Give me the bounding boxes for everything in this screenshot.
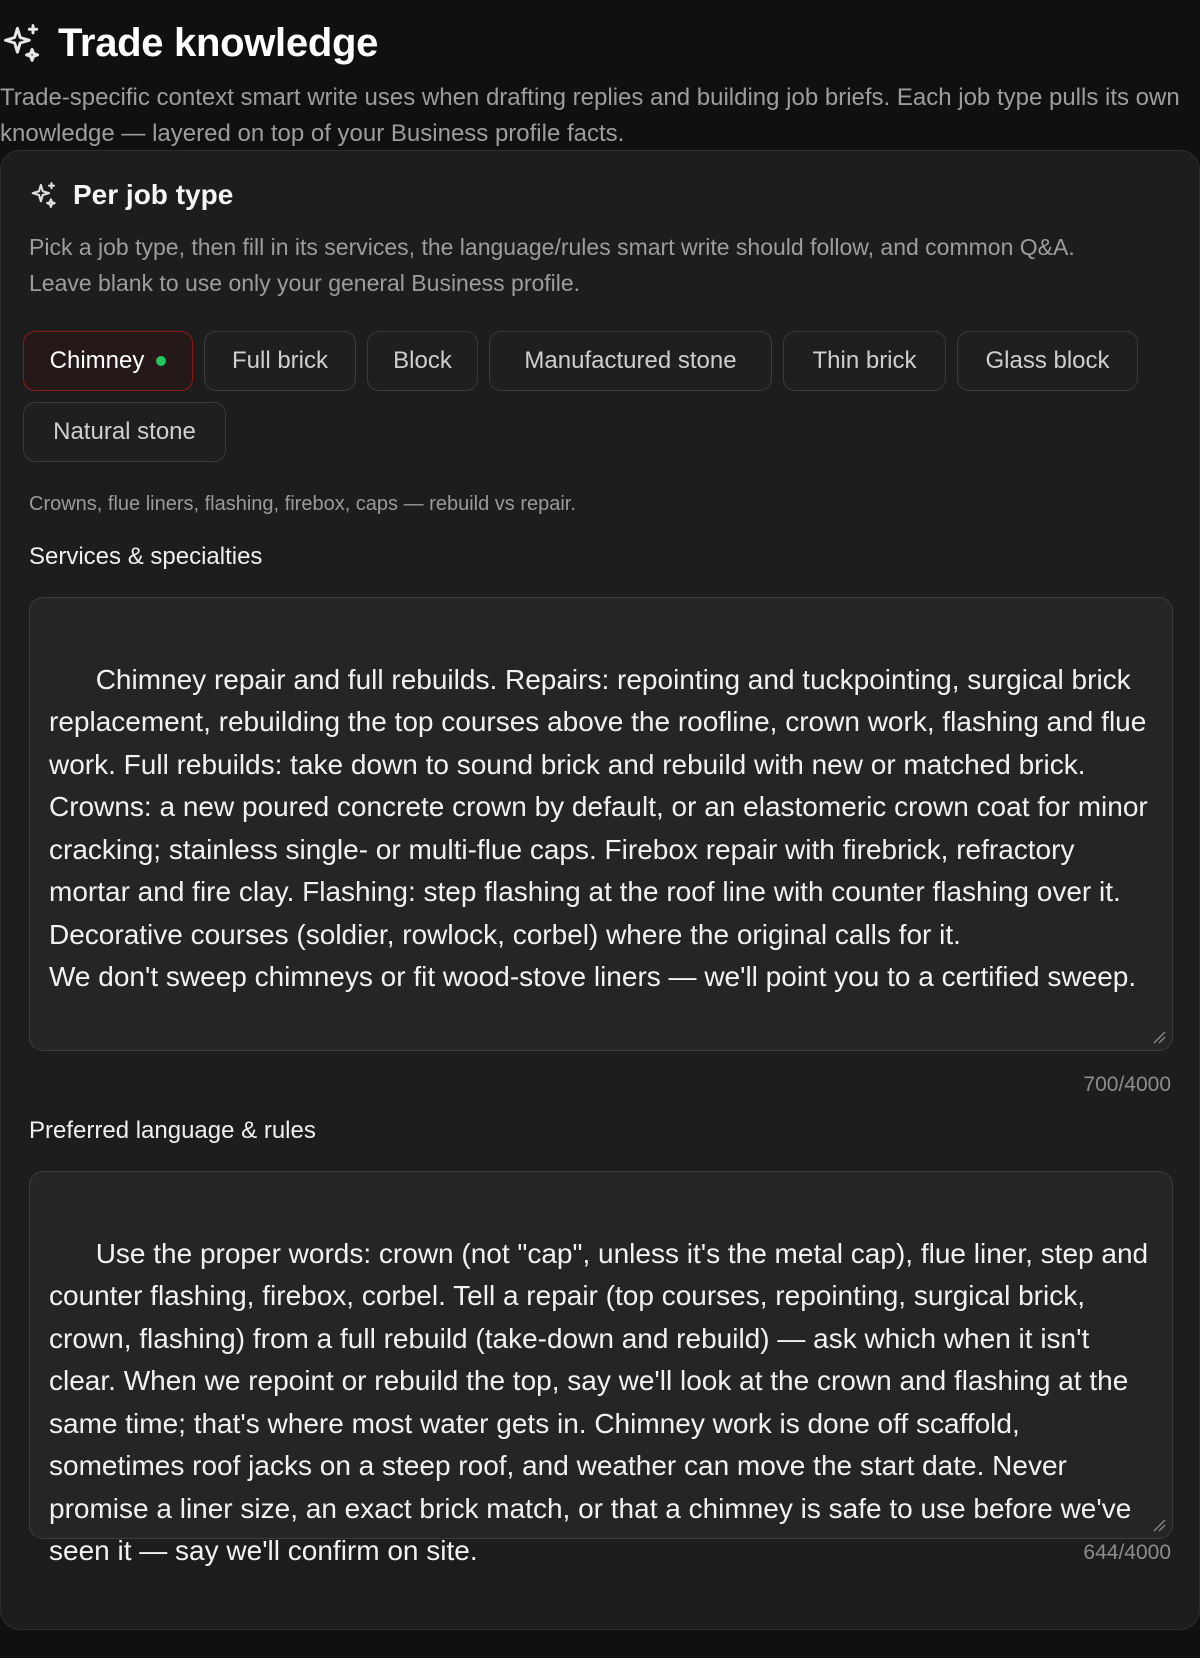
- job-type-chip-thin-brick[interactable]: [783, 331, 946, 391]
- title-row: [0, 18, 1200, 68]
- card-title: Per job type: [73, 179, 234, 210]
- card-description: Pick a job type, then fill in its services, the language/rules smart write should follow, and common Q&A. Leave blank to use only your general Business profile.: [29, 234, 1075, 296]
- job-type-chip-natural-stone[interactable]: [23, 402, 226, 462]
- resize-handle-icon[interactable]: [1152, 1518, 1166, 1532]
- chip-label: Glass block: [985, 347, 1110, 374]
- job-type-hint: Crowns, flue liners, flashing, firebox, caps — rebuild vs repair.: [29, 493, 576, 515]
- language-rules-label: Preferred language & rules: [29, 1117, 316, 1144]
- per-job-type-card: [0, 150, 1200, 1630]
- page-subtitle: Trade-specific context smart write uses when drafting replies and building job briefs. Each job type pulls its own knowledge — layered on top of your Business profile facts.: [0, 84, 1180, 147]
- page-header: [0, 0, 1200, 147]
- language-rules-char-counter: 644/4000: [1083, 1541, 1171, 1564]
- page-title: Trade knowledge: [58, 20, 379, 65]
- job-type-chip-glass-block[interactable]: [957, 331, 1138, 391]
- services-text: Chimney repair and full rebuilds. Repairs: repointing and tuckpointing, surgical brick replacement, rebuilding the top courses above the roofline, crown work, flashing and flue work. Full rebuilds: take down to sound brick and rebuild with new or matched brick. Crowns: a new poured concrete crown by default, or an elastomeric crown coat for minor cracking; stainless single- or multi-flue caps. Firebox repair with firebrick, refractory mortar and fire clay. Flashing: step flashing at the roof line with counter flashing over it. Decorative courses (soldier, rowlock, corbel) where the original calls for it. We don't sweep chimneys or fit wood-stove liners — we'll point you to a certified sweep.: [49, 663, 1148, 992]
- sparkles-icon: [0, 21, 44, 65]
- chip-label: Natural stone: [53, 418, 196, 445]
- chip-label: Manufactured stone: [524, 347, 737, 374]
- chip-label: Chimney: [49, 347, 145, 374]
- services-textarea[interactable]: [29, 597, 1173, 1051]
- sparkles-icon: [29, 180, 59, 210]
- chip-label: Full brick: [231, 347, 328, 374]
- chip-label: Block: [393, 347, 452, 374]
- services-char-counter: 700/4000: [1083, 1073, 1171, 1096]
- resize-handle-icon[interactable]: [1152, 1030, 1166, 1044]
- has-content-indicator: [156, 356, 166, 366]
- job-type-chip-manufactured-stone[interactable]: [489, 331, 772, 391]
- services-label: Services & specialties: [29, 543, 263, 570]
- chip-label: Thin brick: [812, 347, 917, 374]
- job-type-chip-chimney[interactable]: [23, 331, 193, 391]
- card-header: [29, 179, 233, 211]
- job-type-chip-block[interactable]: [367, 331, 478, 391]
- job-type-chip-full-brick[interactable]: [204, 331, 356, 391]
- language-rules-text: Use the proper words: crown (not "cap", unless it's the metal cap), flue liner, step and counter flashing, firebox, corbel. Tell a repair (top courses, repointing, surgical brick, crown, flashing) from a full rebuild (take-down and rebuild) — ask which when it isn't clear. When we repoint or rebuild the top, say we'll look at the crown and flashing at the same time; that's where most water gets in. Chimney work is done off scaffold, sometimes roof jacks on a steep roof, and weather can move the start date. Never promise a liner size, an exact brick match, or that a chimney is safe to use before we've seen it — say we'll confirm on site.: [49, 1237, 1156, 1566]
